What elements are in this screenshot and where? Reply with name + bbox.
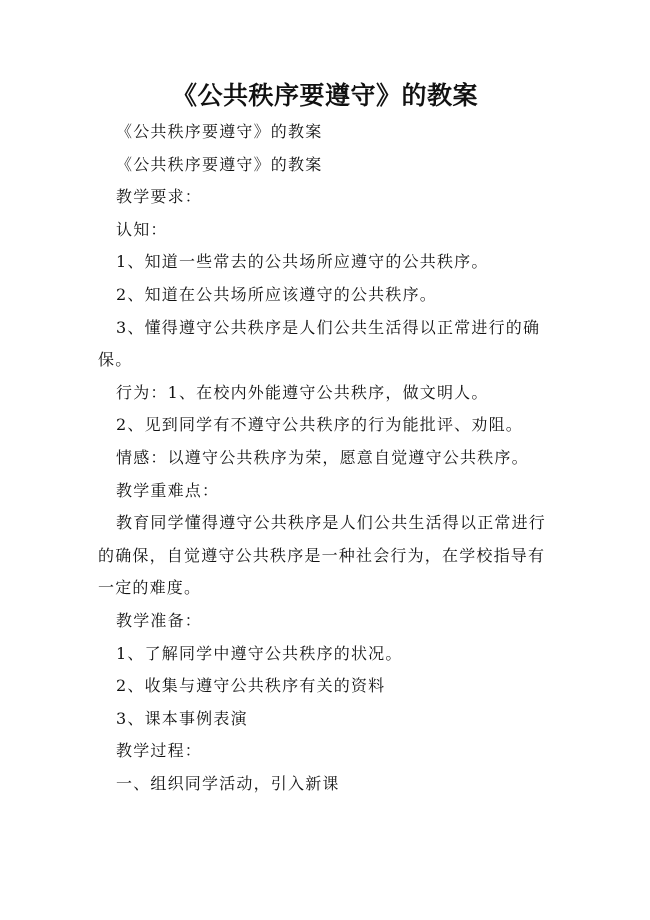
document-body [0,116,650,800]
paragraph-teaching-process: 教学过程： [116,741,203,761]
paragraph-cognition-item-2: 2、知道在公共场所应该遵守的公共秩序。 [116,284,437,304]
paragraph-cognition-item-1: 1、知道一些常去的公共场所应遵守的公共秩序。 [116,252,489,272]
paragraph-process-step-1: 一、组织同学活动，引入新课 [116,773,340,793]
paragraph-preparation-item-2: 2、收集与遵守公共秩序有关的资料 [116,676,386,696]
paragraph-cognition: 认知： [116,219,168,239]
paragraph-teaching-preparation: 教学准备： [116,610,203,630]
paragraph-teaching-requirements: 教学要求： [116,187,203,207]
paragraph-behavior-item-2: 2、见到同学有不遵守公共秩序的行为能批评、劝阻。 [116,415,523,435]
paragraph-behavior-item-1: 行为：1、在校内外能遵守公共秩序，做文明人。 [116,382,489,402]
paragraph-key-difficulties: 教学重难点： [116,480,220,500]
paragraph-subtitle-2: 《公共秩序要遵守》的教案 [116,154,323,174]
paragraph-preparation-item-3: 3、课本事例表演 [116,708,248,728]
paragraph-subtitle-1: 《公共秩序要遵守》的教案 [116,122,323,141]
paragraph-cognition-item-3: 3、懂得遵守公共秩序是人们公共生活得以正常进行的确保。 [98,317,541,370]
paragraph-key-difficulties-text: 教育同学懂得遵守公共秩序是人们公共生活得以正常进行的确保，自觉遵守公共秩序是一种社会行为，在学校指导有一定的难度。 [98,513,547,598]
document-title: 《公共秩序要遵守》的教案 [171,81,478,110]
paragraph-preparation-item-1: 1、了解同学中遵守公共秩序的状况。 [116,643,403,663]
paragraph-emotion: 情感：以遵守公共秩序为荣，愿意自觉遵守公共秩序。 [116,447,529,467]
